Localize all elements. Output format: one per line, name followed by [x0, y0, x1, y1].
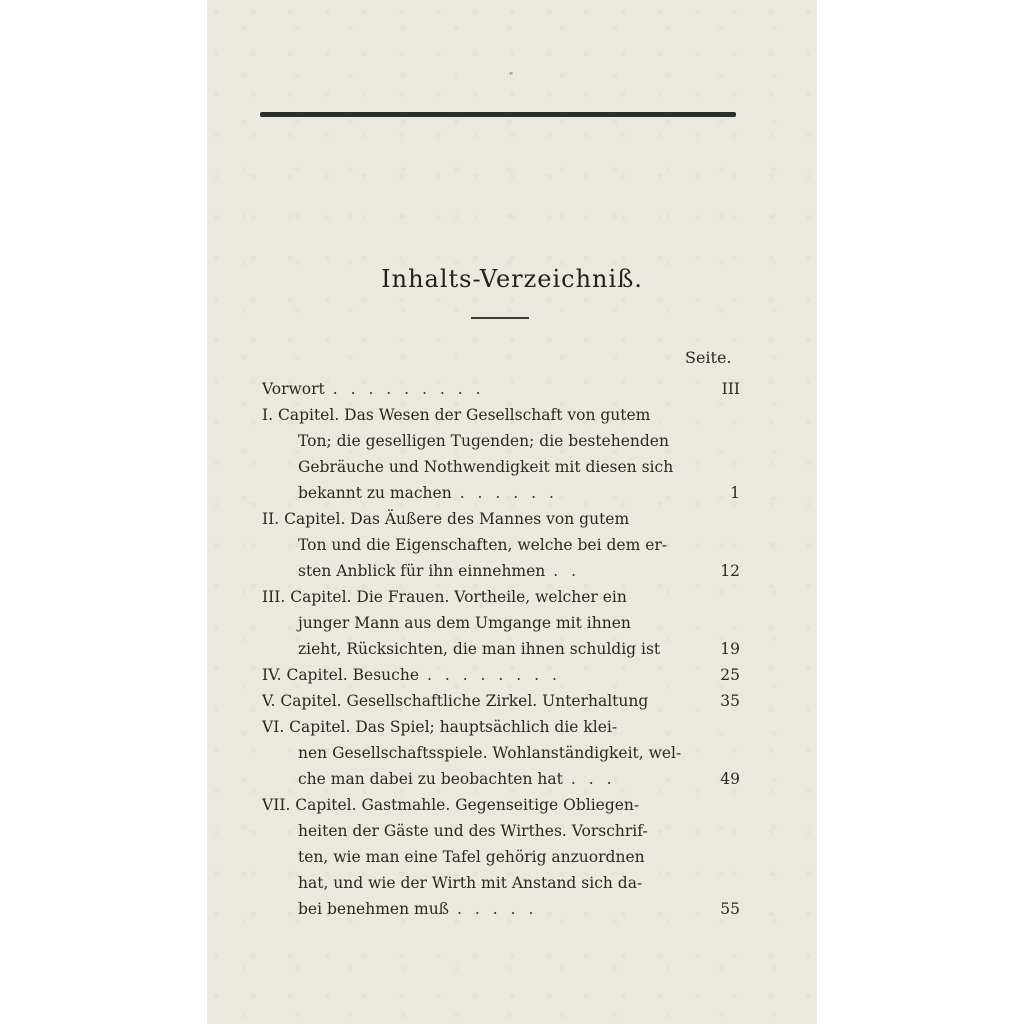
toc-page-number: 12: [720, 562, 740, 580]
toc-line: I. Capitel. Das Wesen der Gesellschaft von gutem: [262, 406, 651, 424]
toc-page-number: 25: [720, 666, 740, 684]
toc-line: junger Mann aus dem Umgange mit ihnen: [298, 614, 631, 632]
toc-line: hat, und wie der Wirth mit Anstand sich da-: [298, 874, 643, 892]
toc-line: zieht, Rücksichten, die man ihnen schuldig ist: [298, 640, 661, 658]
toc-entry-chapter-7: [262, 792, 740, 922]
toc-line-text: bekannt zu machen: [298, 484, 452, 502]
toc-page-number: III: [721, 380, 740, 398]
toc-leader-dots: . . . . .: [457, 900, 538, 918]
toc-line: III. Capitel. Die Frauen. Vortheile, welcher ein: [262, 588, 627, 606]
toc-entry-chapter-1: [262, 402, 740, 506]
toc-page-number: 55: [720, 900, 740, 918]
toc-line-text: che man dabei zu beobachten hat: [298, 770, 563, 788]
toc-line-text: sten Anblick für ihn einnehmen: [298, 562, 546, 580]
toc-entry-chapter-5: [262, 688, 740, 714]
table-of-contents: [262, 376, 740, 922]
toc-line: [262, 480, 690, 506]
toc-line: V. Capitel. Gesellschaftliche Zirkel. Unterhaltung: [262, 692, 649, 710]
toc-page-number: 49: [720, 770, 740, 788]
toc-entry-chapter-6: [262, 714, 740, 792]
book-page: [207, 0, 817, 1024]
toc-line: [262, 896, 690, 922]
header-mark: ": [509, 72, 514, 82]
toc-entry-chapter-3: [262, 584, 740, 662]
toc-line: Ton und die Eigenschaften, welche bei dem er-: [298, 536, 668, 554]
title-rule: [471, 317, 529, 319]
toc-leader-dots: . .: [553, 562, 581, 580]
seite-label: Seite.: [685, 348, 732, 367]
toc-line: Gebräuche und Nothwendigkeit mit diesen sich: [298, 458, 674, 476]
toc-line: [262, 662, 690, 688]
toc-line: [262, 766, 690, 792]
toc-leader-dots: . . .: [570, 770, 616, 788]
toc-line-text: Vorwort: [262, 380, 325, 398]
toc-line-text: IV. Capitel. Besuche: [262, 666, 419, 684]
toc-page-number: 35: [720, 692, 740, 710]
toc-line-text: bei benehmen muß: [298, 900, 450, 918]
toc-line: VI. Capitel. Das Spiel; hauptsächlich die klei-: [262, 718, 618, 736]
toc-leader-dots: . . . . . .: [459, 484, 558, 502]
toc-page-number: 1: [730, 484, 740, 502]
toc-line: ten, wie man eine Tafel gehörig anzuordnen: [298, 848, 645, 866]
toc-line: VII. Capitel. Gastmahle. Gegenseitige Obliegen-: [262, 796, 640, 814]
page-title: Inhalts-Verzeichniß.: [381, 265, 643, 293]
toc-leader-dots: . . . . . . . .: [427, 666, 561, 684]
top-rule: [260, 112, 736, 117]
toc-line: [262, 376, 690, 402]
toc-line: nen Gesellschaftsspiele. Wohlanständigkeit, wel-: [298, 744, 682, 762]
toc-entry-vorwort: [262, 376, 740, 402]
toc-line: Ton; die geselligen Tugenden; die bestehenden: [298, 432, 669, 450]
toc-entry-chapter-4: [262, 662, 740, 688]
toc-entry-chapter-2: [262, 506, 740, 584]
toc-line: [262, 558, 690, 584]
toc-line: heiten der Gäste und des Wirthes. Vorschrif-: [298, 822, 648, 840]
toc-page-number: 19: [720, 640, 740, 658]
toc-leader-dots: . . . . . . . . .: [332, 380, 485, 398]
toc-line: II. Capitel. Das Äußere des Mannes von gutem: [262, 510, 630, 528]
